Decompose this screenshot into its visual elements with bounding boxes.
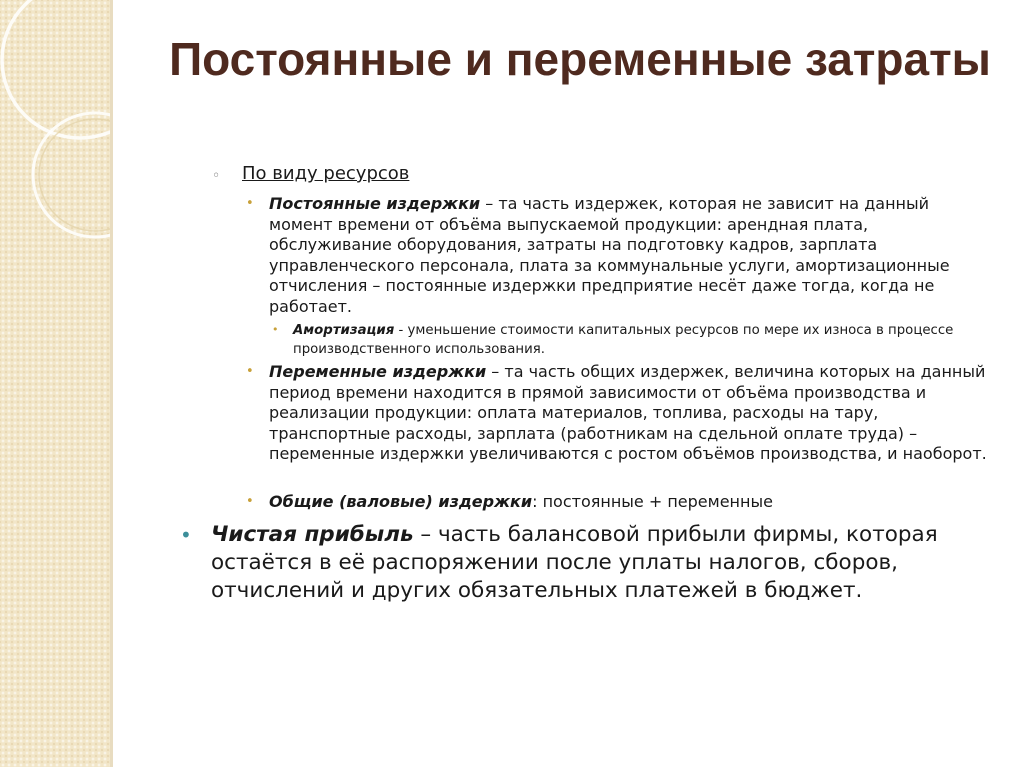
bullet-marker-total-costs: • xyxy=(246,494,254,509)
bullet-marker-depreciation: • xyxy=(272,323,279,336)
fixed-costs-term: Постоянные издержки xyxy=(269,194,481,213)
depreciation-term: Амортизация xyxy=(293,323,395,338)
bullet-marker-fixed-costs: • xyxy=(246,196,254,211)
net-profit-paragraph xyxy=(211,521,1011,605)
bullet-marker-level1: ◦ xyxy=(212,168,221,184)
depreciation-text: - уменьшение стоимости капитальных ресурсов по мере их износа в процессе производственного использования. xyxy=(293,323,954,357)
fixed-costs-paragraph xyxy=(269,194,989,317)
bullet-marker-net-profit: • xyxy=(180,523,192,547)
slide-title: Постоянные и переменные затраты xyxy=(169,33,991,85)
total-costs-text: : постоянные + переменные xyxy=(532,492,773,511)
variable-costs-text: – та часть общих издержек, величина которых на данный период времени находится в прямой зависимости от объёма производства и реализации продукции: оплата материалов, топлива, расходы на тару, транспортные расходы, зарплата (работникам на сдельной оплате труда) – переменные издержки увеличиваются с ростом объёмов производства, и наоборот. xyxy=(269,362,987,463)
net-profit-term: Чистая прибыль xyxy=(211,522,414,547)
depreciation-paragraph xyxy=(293,321,983,359)
section-heading: По виду ресурсов xyxy=(242,163,410,184)
total-costs-term: Общие (валовые) издержки xyxy=(269,492,533,511)
variable-costs-term: Переменные издержки xyxy=(269,362,487,381)
net-profit-text: – часть балансовой прибыли фирмы, которая остаётся в её распоряжении после уплаты налогов, сборов, отчислений и других обязательных платежей в бюджет. xyxy=(211,522,938,603)
bullet-marker-variable-costs: • xyxy=(246,364,254,379)
fixed-costs-text: – та часть издержек, которая не зависит на данный момент времени от объёма выпускаемой продукции: арендная плата, обслуживание оборудования, затраты на подготовку кадров, зарплата управленческого персонала, плата за коммунальные услуги, амортизационные отчисления – постоянные издержки предприятие несёт даже тогда, когда не работает. xyxy=(269,194,950,316)
variable-costs-paragraph xyxy=(269,362,989,465)
total-costs-paragraph xyxy=(269,492,989,513)
